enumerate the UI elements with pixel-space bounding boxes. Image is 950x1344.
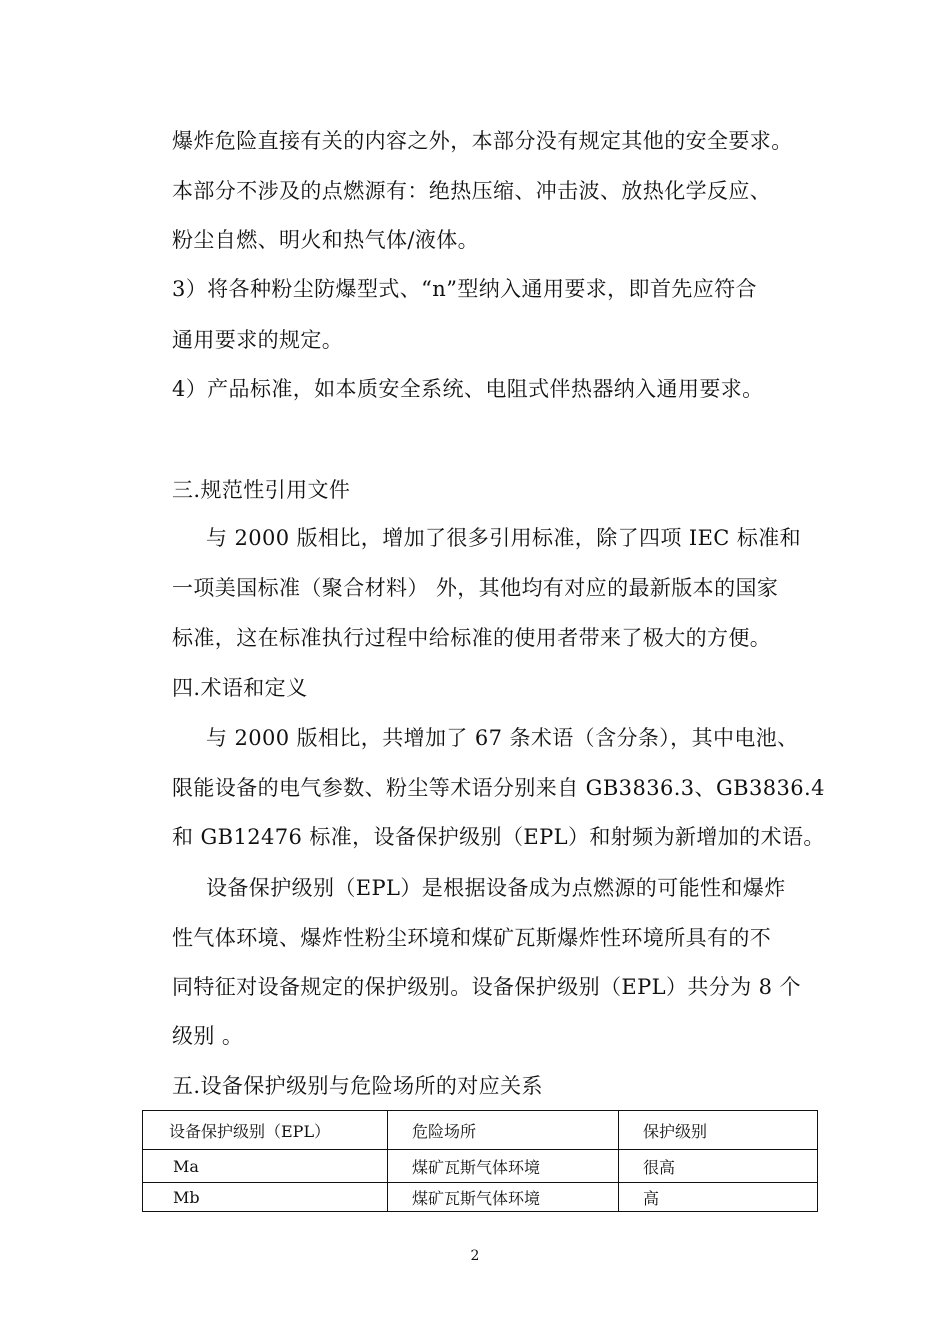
paragraph-line: 同特征对设备规定的保护级别。设备保护级别（EPL）共分为 8 个: [172, 975, 801, 999]
table-cell: Ma: [143, 1150, 388, 1183]
paragraph-line: 3）将各种粉尘防爆型式、“n”型纳入通用要求，即首先应符合: [172, 277, 757, 301]
paragraph-line: 4）产品标准，如本质安全系统、电阻式伴热器纳入通用要求。: [172, 377, 764, 401]
paragraph-line: 标准，这在标准执行过程中给标准的使用者带来了极大的方便。: [172, 626, 772, 650]
section-heading: 三.规范性引用文件: [172, 478, 351, 502]
table-row: [143, 1183, 818, 1212]
epl-table: [142, 1110, 818, 1212]
table-header-row: [143, 1111, 818, 1150]
section-heading: 四.术语和定义: [172, 676, 308, 700]
table-cell: Mb: [143, 1183, 388, 1212]
table-row: [143, 1150, 818, 1183]
paragraph-line: 设备保护级别（EPL）是根据设备成为点燃源的可能性和爆炸: [206, 876, 786, 900]
paragraph-line: 与 2000 版相比，共增加了 67 条术语（含分条），其中电池、: [206, 726, 799, 750]
paragraph-line: 通用要求的规定。: [172, 328, 344, 352]
table-header-cell: 危险场所: [388, 1111, 619, 1150]
paragraph-line: 和 GB12476 标准，设备保护级别（EPL）和射频为新增加的术语。: [172, 825, 825, 849]
paragraph-line: 性气体环境、爆炸性粉尘环境和煤矿瓦斯爆炸性环境所具有的不: [172, 926, 772, 950]
paragraph-line: 粉尘自燃、明火和热气体/液体。: [172, 228, 480, 252]
page-number: 2: [470, 1248, 480, 1264]
paragraph-line: 爆炸危险直接有关的内容之外，本部分没有规定其他的安全要求。: [172, 129, 793, 153]
table-cell: 很高: [619, 1150, 818, 1183]
table-header-cell: 保护级别: [619, 1111, 818, 1150]
table-cell: 煤矿瓦斯气体环境: [388, 1150, 619, 1183]
paragraph-line: 与 2000 版相比，增加了很多引用标准，除了四项 IEC 标准和: [206, 526, 802, 550]
table-cell: 高: [619, 1183, 818, 1212]
paragraph-line: 限能设备的电气参数、粉尘等术语分别来自 GB3836.3、GB3836.4: [172, 776, 825, 800]
section-heading: 五.设备保护级别与危险场所的对应关系: [172, 1074, 543, 1098]
table-header-cell: 设备保护级别（EPL）: [143, 1111, 388, 1150]
paragraph-line: 级别 。: [172, 1024, 244, 1048]
paragraph-line: 一项美国标准（聚合材料） 外，其他均有对应的最新版本的国家: [172, 576, 779, 600]
paragraph-line: 本部分不涉及的点燃源有：绝热压缩、冲击波、放热化学反应、: [172, 179, 772, 203]
table-cell: 煤矿瓦斯气体环境: [388, 1183, 619, 1212]
